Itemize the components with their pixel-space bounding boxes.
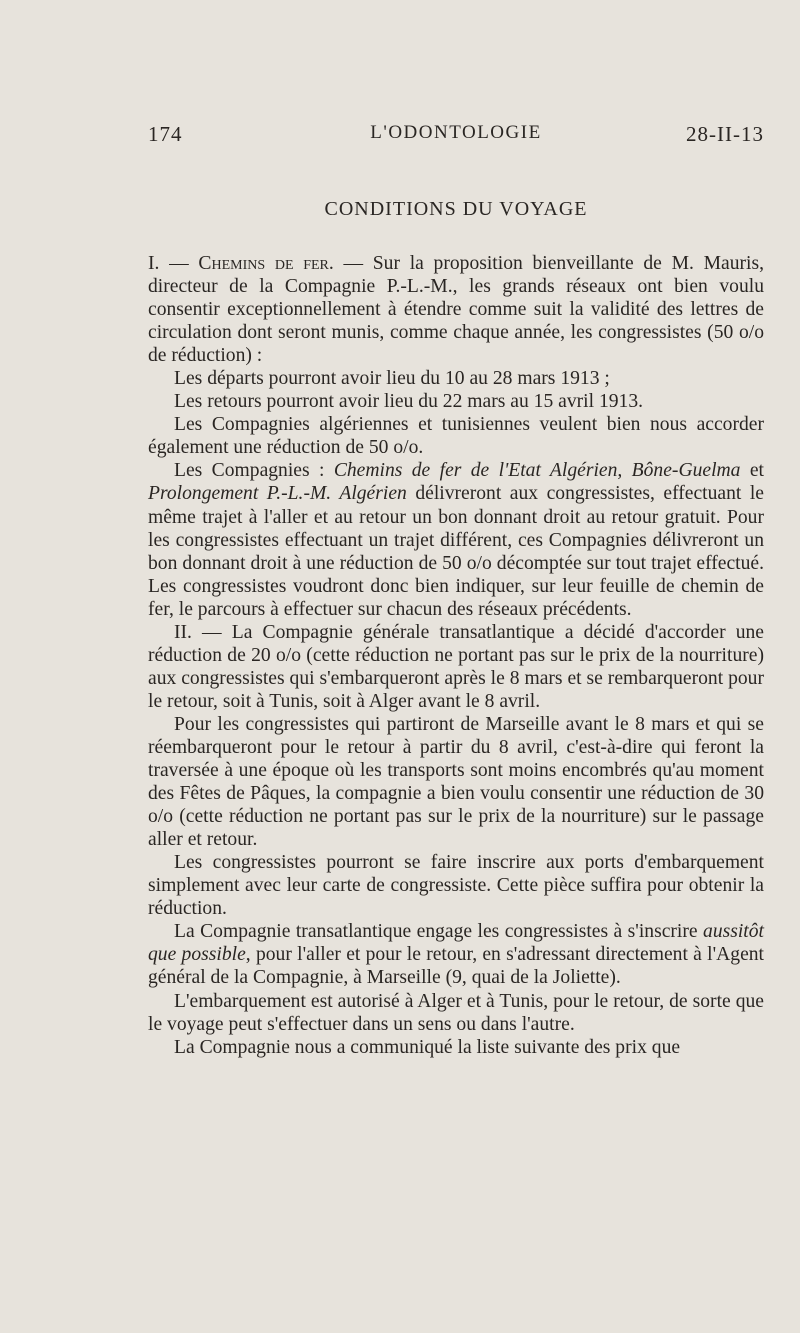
journal-title: L'ODONTOLOGIE: [370, 122, 542, 143]
paragraph-text: délivreront aux congressistes, effectuant le même trajet à l'aller et au retour un bon donnant droit au retour gratuit. Pour les congressistes effectuant un trajet différent, ces Compagnies délivreront un bon donnant droit à une réduction de 50 o/o décomptée sur tout trajet effectué. Les congressistes voudront donc bien indiquer, sur leur feuille de chemin de fer, le parcours à effectuer sur chacun des réseaux précédents.: [148, 483, 765, 620]
paragraph: Les départs pourront avoir lieu du 10 au 28 mars 1913 ;: [174, 368, 610, 390]
paragraph-text: La Compagnie transatlantique engage les congressistes à s'inscrire: [174, 921, 704, 943]
page-number: 174: [148, 122, 183, 146]
paragraph-compagnies: [148, 459, 764, 620]
running-header: [148, 122, 764, 150]
paragraph: La Compagnie nous a communiqué la liste suivante des prix que: [174, 1036, 681, 1058]
paragraph-inscription: [148, 920, 764, 989]
paragraph-chemins-de-fer: [148, 252, 764, 367]
paragraph: Les retours pourront avoir lieu du 22 mars au 15 avril 1913.: [174, 391, 644, 413]
italic-emphasis: aussitôt que possible: [148, 921, 764, 966]
section-label: Chemins de fer.: [198, 253, 334, 274]
paragraph: Pour les congressistes qui partiront de Marseille avant le 8 mars et qui se réembarqueront pour le retour à partir du 8 avril, c'est-à-dire qui feront la traversée à une époque où les transports sont moins encombrés qu'au moment des Fêtes de Pâques, la compagnie a bien voulu consentir une réduction de 30 o/o (cette réduction ne portant pas sur le prix de la nourriture) sur le passage aller et retour.: [148, 713, 764, 851]
body-text: [148, 252, 764, 1059]
italic-company-names: Chemins de fer de l'Etat Algérien, Bône-Guelma: [333, 460, 741, 482]
paragraph: Les Compagnies algériennes et tunisiennes veulent bien nous accorder également une réduction de 50 o/o.: [148, 414, 764, 459]
section-title: CONDITIONS DU VOYAGE: [324, 198, 588, 220]
paragraph: L'embarquement est autorisé à Alger et à Tunis, pour le retour, de sorte que le voyage peut s'effectuer dans un sens ou dans l'autre.: [148, 990, 764, 1035]
paragraph-lead: I. —: [148, 253, 199, 274]
paragraph-text: , pour l'aller et pour le retour, en s'adressant directement à l'Agent général de la Compagnie, à Marseille (9, quai de la Joliette).: [148, 944, 765, 989]
paragraph-transatlantique: II. — La Compagnie générale transatlantique a décidé d'accorder une réduction de 20 o/o (cette réduction ne portant pas sur le prix de la nourriture) aux congressistes qui s'embarqueront après le 8 mars et se rembarqueront pour le retour, soit à Tunis, soit à Alger avant le 8 avril.: [148, 621, 764, 712]
paragraph-text: et: [740, 460, 764, 482]
issue-date: 28-II-13: [686, 122, 764, 146]
italic-company-name: Prolongement P.-L.-M. Algérien: [148, 483, 407, 505]
paragraph-text: Les Compagnies :: [174, 460, 334, 482]
paragraph-text: — Sur la proposition bienveillante de M. Mauris, directeur de la Compagnie P.-L.-M., les grands réseaux ont bien voulu consentir exceptionnellement à étendre comme suit la validité des lettres de circulation dont seront munis, comme chaque année, les congressistes (50 o/o de réduction) :: [148, 253, 764, 367]
paragraph: Les congressistes pourront se faire inscrire aux ports d'embarquement simplement avec leur carte de congressiste. Cette pièce suffira pour obtenir la réduction.: [148, 852, 764, 920]
